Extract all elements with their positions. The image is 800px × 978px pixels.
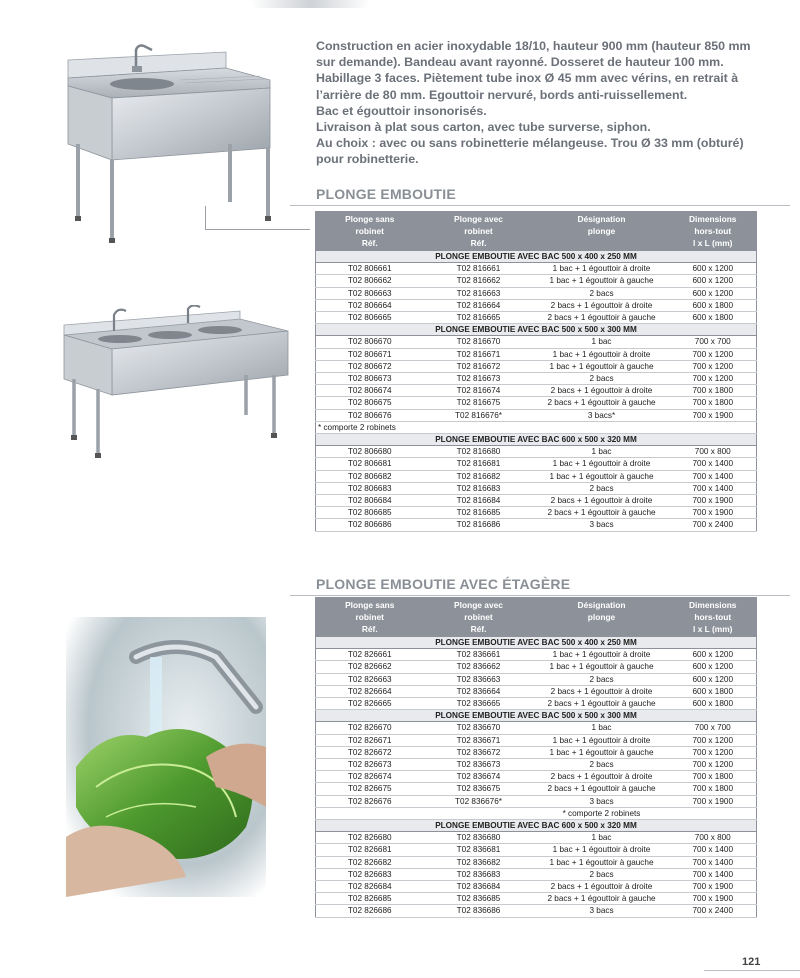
ref-sans-robinet: T02 806681: [316, 458, 424, 470]
ref-sans-robinet: T02 806661: [316, 263, 424, 275]
ref-avec-robinet: T02 836671: [424, 734, 534, 746]
table-body: [316, 637, 757, 918]
table-row: [316, 263, 757, 275]
section-divider: [290, 205, 790, 206]
ref-avec-robinet: T02 816683: [424, 482, 534, 494]
table-row: [316, 783, 757, 795]
dimensions-cell: 700 x 800: [670, 832, 757, 844]
table-group-row: [316, 251, 757, 263]
ref-sans-robinet: T02 826665: [316, 698, 424, 710]
table-row: [316, 746, 757, 758]
dimensions-cell: 700 x 1200: [670, 348, 757, 360]
table-group-row: [316, 324, 757, 336]
dimensions-cell: 700 x 700: [670, 722, 757, 734]
footnote: * comporte 2 robinets: [534, 807, 670, 819]
section-title-plonge-emboutie: PLONGE EMBOUTIE: [316, 186, 456, 202]
dimensions-cell: 700 x 1800: [670, 397, 757, 409]
ref-avec-robinet: T02 816663: [424, 287, 534, 299]
ref-avec-robinet: T02 816672: [424, 360, 534, 372]
ref-sans-robinet: T02 806674: [316, 385, 424, 397]
dimensions-cell: 600 x 1200: [670, 263, 757, 275]
table-row: [316, 661, 757, 673]
designation-cell: 2 bacs: [534, 373, 670, 385]
ref-avec-robinet: T02 836676*: [424, 795, 534, 807]
ref-sans-robinet: T02 826676: [316, 795, 424, 807]
dimensions-cell: 600 x 1200: [670, 287, 757, 299]
ref-sans-robinet: T02 806685: [316, 507, 424, 519]
footnote: * comporte 2 robinets: [316, 421, 424, 433]
designation-cell: 1 bac + 1 égouttoir à gauche: [534, 661, 670, 673]
table-row: [316, 795, 757, 807]
ref-avec-robinet: T02 836675: [424, 783, 534, 795]
table-row: [316, 734, 757, 746]
table-group-row: [316, 710, 757, 722]
table-row: [316, 397, 757, 409]
ref-sans-robinet: T02 806683: [316, 482, 424, 494]
designation-cell: 1 bac + 1 égouttoir à gauche: [534, 360, 670, 372]
ref-avec-robinet: T02 836672: [424, 746, 534, 758]
table-row: [316, 409, 757, 421]
dimensions-cell: 700 x 2400: [670, 519, 757, 531]
dimensions-cell: 600 x 1200: [670, 661, 757, 673]
dimensions-cell: 600 x 1200: [670, 673, 757, 685]
designation-cell: 1 bac + 1 égouttoir à droite: [534, 734, 670, 746]
dimensions-cell: 600 x 1800: [670, 312, 757, 324]
product-description: [316, 38, 756, 168]
designation-cell: 1 bac + 1 égouttoir à gauche: [534, 856, 670, 868]
ref-sans-robinet: T02 826664: [316, 685, 424, 697]
designation-cell: 2 bacs + 1 égouttoir à gauche: [534, 397, 670, 409]
ref-sans-robinet: T02 806672: [316, 360, 424, 372]
table-row: [316, 771, 757, 783]
ref-sans-robinet: T02 826671: [316, 734, 424, 746]
description-line: Livraison à plat sous carton, avec tube surverse, siphon.: [316, 120, 651, 135]
ref-sans-robinet: T02 806662: [316, 275, 424, 287]
ref-sans-robinet: T02 806675: [316, 397, 424, 409]
ref-avec-robinet: T02 836684: [424, 881, 534, 893]
ref-sans-robinet: T02 806663: [316, 287, 424, 299]
ref-avec-robinet: T02 836682: [424, 856, 534, 868]
table-row: [316, 519, 757, 531]
table-plonge-emboutie: [315, 211, 757, 532]
ref-avec-robinet: T02 816673: [424, 373, 534, 385]
ref-sans-robinet: T02 826680: [316, 832, 424, 844]
ref-avec-robinet: T02 836683: [424, 868, 534, 880]
ref-avec-robinet: T02 816661: [424, 263, 534, 275]
ref-avec-robinet: T02 836664: [424, 685, 534, 697]
table-row: [316, 685, 757, 697]
table-row: [316, 446, 757, 458]
table-row: [316, 844, 757, 856]
table-row: [316, 893, 757, 905]
group-label: PLONGE EMBOUTIE AVEC BAC 500 x 400 x 250 MM: [316, 251, 757, 263]
ref-sans-robinet: T02 806682: [316, 470, 424, 482]
ref-sans-robinet: T02 826674: [316, 771, 424, 783]
dimensions-cell: 700 x 2400: [670, 905, 757, 917]
designation-cell: 2 bacs: [534, 482, 670, 494]
table-row: [316, 881, 757, 893]
table-row: [316, 348, 757, 360]
ref-sans-robinet: T02 806670: [316, 336, 424, 348]
empty-cell: [670, 807, 757, 819]
ref-sans-robinet: T02 806684: [316, 495, 424, 507]
dimensions-cell: 600 x 1200: [670, 275, 757, 287]
ref-avec-robinet: T02 836685: [424, 893, 534, 905]
section-divider: [290, 595, 790, 596]
ref-sans-robinet: T02 806673: [316, 373, 424, 385]
designation-cell: 1 bac: [534, 336, 670, 348]
empty-cell: [424, 807, 534, 819]
designation-cell: 2 bacs + 1 égouttoir à droite: [534, 685, 670, 697]
designation-cell: 1 bac + 1 égouttoir à droite: [534, 458, 670, 470]
table-row: [316, 336, 757, 348]
col-header-dimensions: Dimensions hors-tout l x L (mm): [670, 212, 757, 251]
group-label: PLONGE EMBOUTIE AVEC BAC 500 x 400 x 250 MM: [316, 637, 757, 649]
designation-cell: 1 bac: [534, 446, 670, 458]
ref-avec-robinet: T02 836680: [424, 832, 534, 844]
table-row: [316, 759, 757, 771]
designation-cell: 2 bacs + 1 égouttoir à droite: [534, 881, 670, 893]
ref-sans-robinet: T02 826662: [316, 661, 424, 673]
dimensions-cell: 700 x 1200: [670, 759, 757, 771]
ref-avec-robinet: T02 816686: [424, 519, 534, 531]
dimensions-cell: 700 x 1400: [670, 458, 757, 470]
table-row: [316, 470, 757, 482]
ref-avec-robinet: T02 816675: [424, 397, 534, 409]
dimensions-cell: 700 x 1400: [670, 844, 757, 856]
ref-avec-robinet: T02 836661: [424, 649, 534, 661]
section-title-plonge-emboutie-etagere: PLONGE EMBOUTIE AVEC ÉTAGÈRE: [316, 576, 571, 592]
col-header-designation: Désignation plonge: [534, 212, 670, 251]
dimensions-cell: 700 x 1400: [670, 470, 757, 482]
designation-cell: 1 bac: [534, 832, 670, 844]
table-row: [316, 458, 757, 470]
table-row: [316, 856, 757, 868]
ref-sans-robinet: T02 826663: [316, 673, 424, 685]
dimensions-cell: 600 x 1800: [670, 698, 757, 710]
table-row: [316, 698, 757, 710]
designation-cell: 2 bacs + 1 égouttoir à gauche: [534, 783, 670, 795]
dimensions-cell: 700 x 1400: [670, 868, 757, 880]
dimensions-cell: 700 x 1800: [670, 771, 757, 783]
ref-sans-robinet: T02 806680: [316, 446, 424, 458]
designation-cell: 3 bacs: [534, 519, 670, 531]
designation-cell: 2 bacs + 1 égouttoir à droite: [534, 299, 670, 311]
ref-sans-robinet: T02 826686: [316, 905, 424, 917]
designation-cell: 2 bacs + 1 égouttoir à droite: [534, 771, 670, 783]
designation-cell: 3 bacs: [534, 795, 670, 807]
dimensions-cell: 700 x 1900: [670, 507, 757, 519]
designation-cell: 2 bacs + 1 égouttoir à gauche: [534, 312, 670, 324]
group-label: PLONGE EMBOUTIE AVEC BAC 500 x 500 x 300 MM: [316, 324, 757, 336]
designation-cell: 1 bac + 1 égouttoir à droite: [534, 263, 670, 275]
designation-cell: 1 bac: [534, 722, 670, 734]
empty-cell: [424, 421, 534, 433]
ref-avec-robinet: T02 836663: [424, 673, 534, 685]
table-note-row: [316, 807, 757, 819]
dimensions-cell: 600 x 1800: [670, 299, 757, 311]
ref-avec-robinet: T02 816664: [424, 299, 534, 311]
designation-cell: 2 bacs + 1 égouttoir à gauche: [534, 507, 670, 519]
description-line: Au choix : avec ou sans robinetterie mélangeuse. Trou Ø 33 mm (obturé) pour robinetterie.: [316, 136, 744, 167]
dimensions-cell: 600 x 1200: [670, 649, 757, 661]
dimensions-cell: 700 x 1200: [670, 746, 757, 758]
dimensions-cell: 600 x 1800: [670, 685, 757, 697]
dimensions-cell: 700 x 1800: [670, 385, 757, 397]
dimensions-cell: 700 x 1400: [670, 856, 757, 868]
table-row: [316, 868, 757, 880]
dimensions-cell: 700 x 1800: [670, 783, 757, 795]
ref-sans-robinet: T02 826670: [316, 722, 424, 734]
table-group-row: [316, 637, 757, 649]
dimensions-cell: 700 x 700: [670, 336, 757, 348]
dimensions-cell: 700 x 1900: [670, 893, 757, 905]
table-row: [316, 722, 757, 734]
ref-avec-robinet: T02 816671: [424, 348, 534, 360]
ref-sans-robinet: T02 826673: [316, 759, 424, 771]
dimensions-cell: 700 x 1200: [670, 360, 757, 372]
table-plonge-emboutie-etagere: [315, 597, 757, 918]
dimensions-cell: 700 x 1200: [670, 734, 757, 746]
col-header-avec-robinet: Plonge avec robinet Réf.: [424, 212, 534, 251]
ref-avec-robinet: T02 816685: [424, 507, 534, 519]
ref-sans-robinet: T02 826684: [316, 881, 424, 893]
dimensions-cell: 700 x 1400: [670, 482, 757, 494]
col-header-dimensions: Dimensions hors-tout l x L (mm): [670, 598, 757, 637]
table-row: [316, 275, 757, 287]
ref-avec-robinet: T02 816676*: [424, 409, 534, 421]
col-header-sans-robinet: Plonge sans robinet Réf.: [316, 598, 424, 637]
ref-sans-robinet: T02 826675: [316, 783, 424, 795]
dimensions-cell: 700 x 1900: [670, 409, 757, 421]
designation-cell: 2 bacs + 1 égouttoir à droite: [534, 495, 670, 507]
empty-cell: [316, 807, 424, 819]
designation-cell: 1 bac + 1 égouttoir à gauche: [534, 275, 670, 287]
ref-sans-robinet: T02 806686: [316, 519, 424, 531]
ref-avec-robinet: T02 836686: [424, 905, 534, 917]
ref-sans-robinet: T02 826672: [316, 746, 424, 758]
ref-sans-robinet: T02 826682: [316, 856, 424, 868]
ref-sans-robinet: T02 826685: [316, 893, 424, 905]
designation-cell: 1 bac + 1 égouttoir à gauche: [534, 746, 670, 758]
designation-cell: 2 bacs: [534, 287, 670, 299]
designation-cell: 2 bacs + 1 égouttoir à gauche: [534, 893, 670, 905]
designation-cell: 2 bacs: [534, 868, 670, 880]
dimensions-cell: 700 x 800: [670, 446, 757, 458]
designation-cell: 2 bacs + 1 égouttoir à droite: [534, 385, 670, 397]
designation-cell: 1 bac + 1 égouttoir à droite: [534, 649, 670, 661]
designation-cell: 3 bacs*: [534, 409, 670, 421]
table-row: [316, 373, 757, 385]
page-number-rule: [704, 970, 800, 971]
dimensions-cell: 700 x 1900: [670, 881, 757, 893]
empty-cell: [670, 421, 757, 433]
ref-avec-robinet: T02 816682: [424, 470, 534, 482]
designation-cell: 1 bac + 1 égouttoir à gauche: [534, 470, 670, 482]
table-body: [316, 251, 757, 532]
ref-sans-robinet: T02 806665: [316, 312, 424, 324]
table-row: [316, 299, 757, 311]
empty-cell: [534, 421, 670, 433]
ref-avec-robinet: T02 836674: [424, 771, 534, 783]
ref-avec-robinet: T02 816680: [424, 446, 534, 458]
group-label: PLONGE EMBOUTIE AVEC BAC 600 x 500 x 320 MM: [316, 820, 757, 832]
ref-sans-robinet: T02 826661: [316, 649, 424, 661]
ref-avec-robinet: T02 816670: [424, 336, 534, 348]
illustration-bracket: [205, 206, 310, 230]
ref-avec-robinet: T02 816681: [424, 458, 534, 470]
sink-illustration-2: [60, 305, 290, 465]
col-header-sans-robinet: Plonge sans robinet Réf.: [316, 212, 424, 251]
ref-avec-robinet: T02 816674: [424, 385, 534, 397]
designation-cell: 1 bac + 1 égouttoir à droite: [534, 348, 670, 360]
designation-cell: 2 bacs + 1 égouttoir à gauche: [534, 698, 670, 710]
dimensions-cell: 700 x 1200: [670, 373, 757, 385]
ref-sans-robinet: T02 826681: [316, 844, 424, 856]
group-label: PLONGE EMBOUTIE AVEC BAC 600 x 500 x 320 MM: [316, 434, 757, 446]
ref-sans-robinet: T02 826683: [316, 868, 424, 880]
designation-cell: 2 bacs: [534, 673, 670, 685]
ref-avec-robinet: T02 816662: [424, 275, 534, 287]
table-row: [316, 507, 757, 519]
table-row: [316, 673, 757, 685]
top-decoration: [250, 0, 370, 8]
table-group-row: [316, 434, 757, 446]
ref-sans-robinet: T02 806664: [316, 299, 424, 311]
description-line: Bac et égouttoir insonorisés.: [316, 103, 487, 118]
table-row: [316, 649, 757, 661]
ref-avec-robinet: T02 816665: [424, 312, 534, 324]
table-row: [316, 482, 757, 494]
ref-avec-robinet: T02 816684: [424, 495, 534, 507]
lettuce-washing-photo: [66, 617, 266, 897]
description-line: Construction en acier inoxydable 18/10, hauteur 900 mm (hauteur 850 mm sur demande). Bandeau avant rayonné. Dosseret de hauteur 100 mm. Habillage 3 faces. Piètement tube inox Ø 45 mm avec vérins, en retrait à l’arrière de 80 mm. Egouttoir nervuré, bords anti-ruissellement.: [316, 39, 751, 102]
table-note-row: [316, 421, 757, 433]
dimensions-cell: 700 x 1900: [670, 795, 757, 807]
ref-avec-robinet: T02 836681: [424, 844, 534, 856]
table-group-row: [316, 820, 757, 832]
col-header-avec-robinet: Plonge avec robinet Réf.: [424, 598, 534, 637]
dimensions-cell: 700 x 1900: [670, 495, 757, 507]
table-row: [316, 360, 757, 372]
table-row: [316, 495, 757, 507]
ref-avec-robinet: T02 836673: [424, 759, 534, 771]
designation-cell: 1 bac + 1 égouttoir à droite: [534, 844, 670, 856]
ref-sans-robinet: T02 806676: [316, 409, 424, 421]
table-row: [316, 287, 757, 299]
page-number: 121: [742, 956, 761, 968]
table-row: [316, 312, 757, 324]
table-row: [316, 385, 757, 397]
ref-sans-robinet: T02 806671: [316, 348, 424, 360]
col-header-designation: Désignation plonge: [534, 598, 670, 637]
designation-cell: 3 bacs: [534, 905, 670, 917]
table-row: [316, 832, 757, 844]
designation-cell: 2 bacs: [534, 759, 670, 771]
ref-avec-robinet: T02 836662: [424, 661, 534, 673]
ref-avec-robinet: T02 836665: [424, 698, 534, 710]
table-row: [316, 905, 757, 917]
group-label: PLONGE EMBOUTIE AVEC BAC 500 x 500 x 300 MM: [316, 710, 757, 722]
ref-avec-robinet: T02 836670: [424, 722, 534, 734]
